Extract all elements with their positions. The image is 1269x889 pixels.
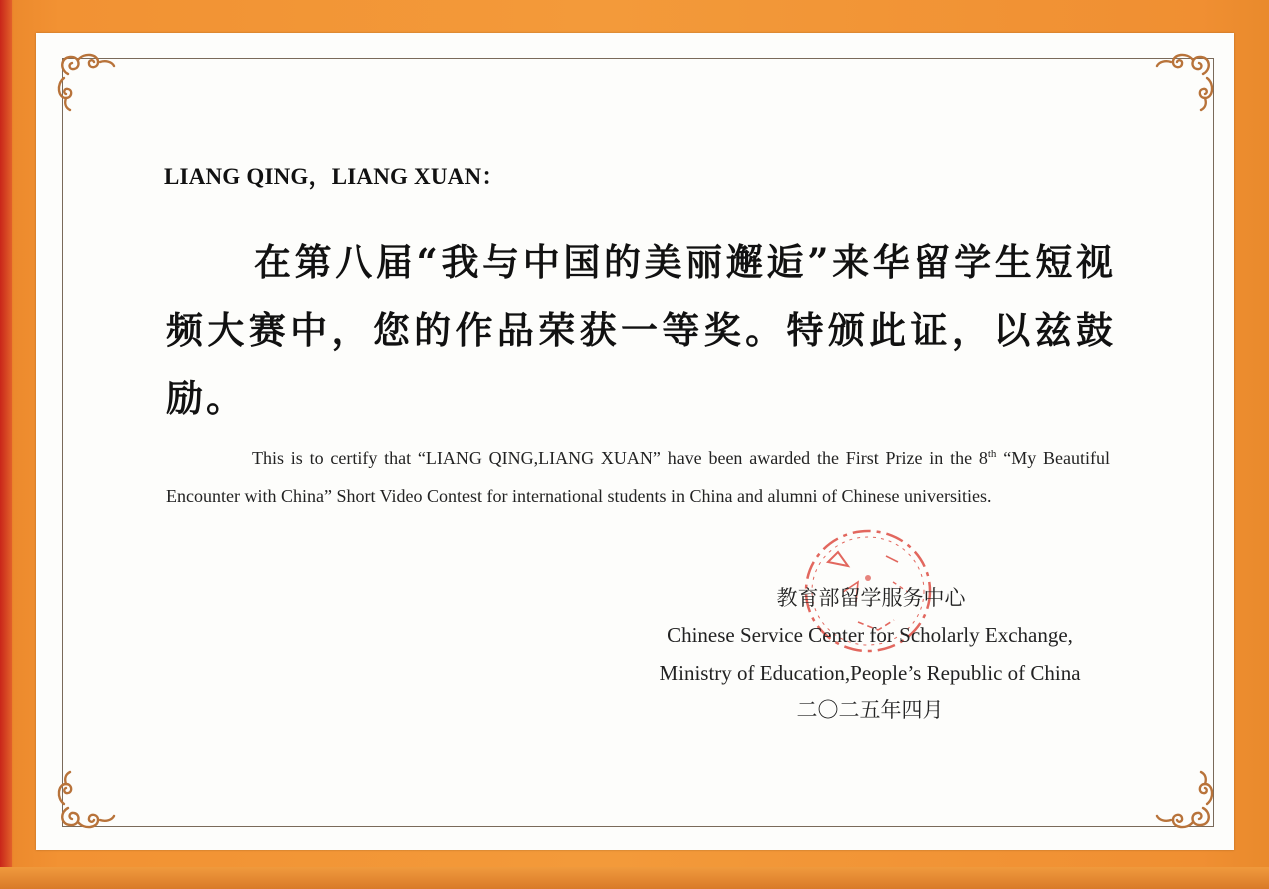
frame-left-edge bbox=[0, 0, 12, 889]
issuer-chinese-name: 教育部留学服务中心 bbox=[776, 586, 966, 610]
issuer-block bbox=[640, 580, 1100, 728]
recipient-names: LIANG QING，LIANG XUAN： bbox=[164, 164, 505, 189]
corner-ornament-bottom-left bbox=[54, 770, 116, 832]
english-text-part2: “My Beautiful Encounter with China” Short Video Contest for international students in China and alumni of Chinese universities. bbox=[166, 448, 1110, 506]
issuer-english-line2: Ministry of Education,People’s Republic of China bbox=[659, 661, 1081, 685]
english-award-text bbox=[166, 440, 1110, 515]
ordinal-suffix: th bbox=[987, 448, 997, 460]
issuer-english-line1: Chinese Service Center for Scholarly Exchange, bbox=[667, 623, 1073, 647]
corner-ornament-top-right bbox=[1155, 50, 1217, 112]
english-text-part1: This is to certify that “LIANG QING,LIANG XUAN” have been awarded the First Prize in the 8 bbox=[252, 448, 988, 468]
corner-ornament-top-left bbox=[54, 50, 116, 112]
issue-date: 二〇二五年四月 bbox=[796, 698, 944, 722]
frame-bottom-edge bbox=[0, 867, 1269, 889]
chinese-award-text: 在第八届“我与中国的美丽邂逅”来华留学生短视频大赛中，您的作品荣获一等奖。特颁此证，以兹鼓励。 bbox=[166, 240, 1116, 420]
corner-ornament-bottom-right bbox=[1155, 770, 1217, 832]
